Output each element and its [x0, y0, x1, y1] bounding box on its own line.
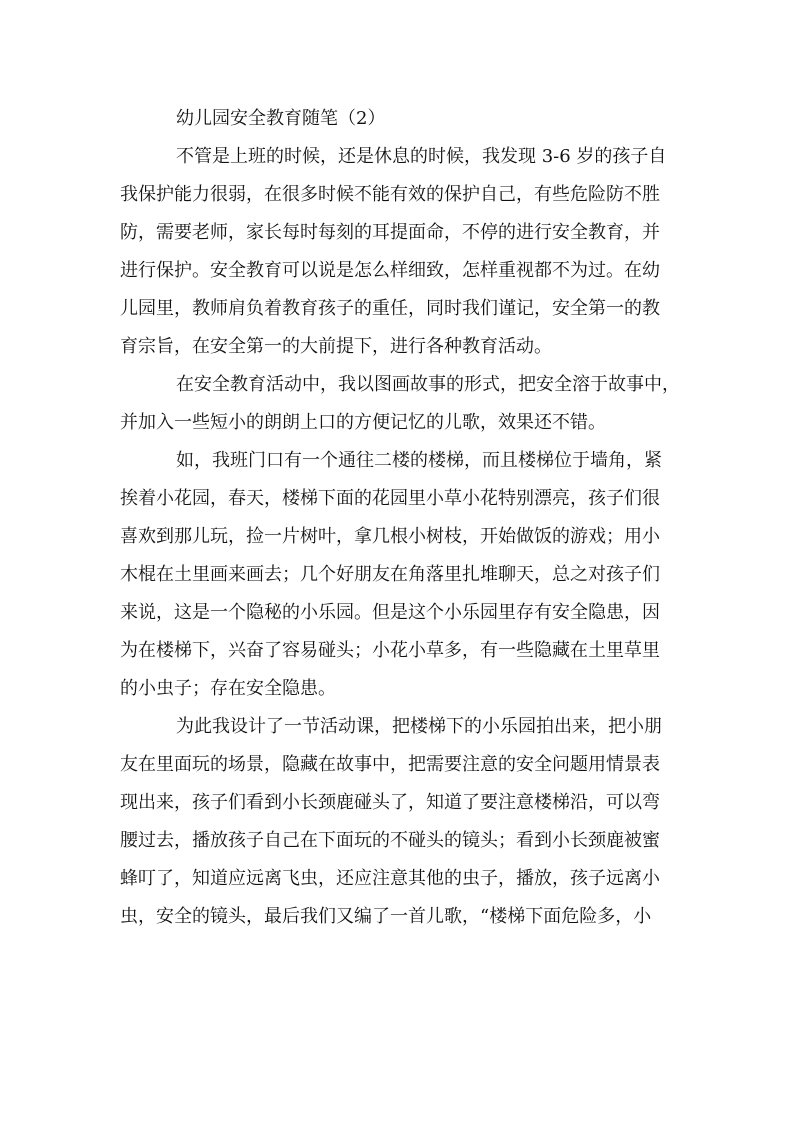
text-line: 为在楼梯下，兴奋了容易碰头；小花小草多，有一些隐藏在土里草里 — [120, 640, 660, 661]
paragraph-3 — [120, 442, 682, 708]
text-line: 木棍在土里画来画去；几个好朋友在角落里扎堆聊天，总之对孩子们 — [120, 564, 660, 585]
paragraph-2 — [120, 366, 682, 442]
text-line: 友在里面玩的场景，隐藏在故事中，把需要注意的安全问题用情景表 — [120, 754, 660, 775]
text-line: 防，需要老师，家长每时每刻的耳提面命，不停的进行安全教育，并 — [120, 222, 660, 243]
text-line: 现出来，孩子们看到小长颈鹿碰头了，知道了要注意楼梯沿，可以弯 — [120, 792, 660, 813]
text-line: 在安全教育活动中，我以图画故事的形式，把安全溶于故事中， — [176, 374, 680, 395]
text-line: 儿园里，教师肩负着教育孩子的重任，同时我们谨记，安全第一的教 — [120, 298, 660, 319]
text-line: 为此我设计了一节活动课，把楼梯下的小乐园拍出来，把小朋 — [176, 716, 662, 737]
text-line: 如，我班门口有一个通往二楼的楼梯，而且楼梯位于墙角，紧 — [176, 450, 662, 471]
text-line: 蜂叮了，知道应远离飞虫，还应注意其他的虫子，播放，孩子远离小 — [120, 868, 660, 889]
paragraph-1 — [120, 138, 682, 366]
text-line: 来说，这是一个隐秘的小乐园。但是这个小乐园里存有安全隐患，因 — [120, 602, 660, 623]
text-line: 虫，安全的镜头，最后我们又编了一首儿歌，“楼梯下面危险多，小 — [120, 906, 652, 927]
text-line: 并加入一些短小的朗朗上口的方便记忆的儿歌，效果还不错。 — [120, 412, 606, 433]
text-line: 不管是上班的时候，还是休息的时候，我发现 3-6 岁的孩子自 — [176, 146, 667, 167]
text-line: 我保护能力很弱，在很多时候不能有效的保护自己，有些危险防不胜 — [120, 184, 660, 205]
paragraph-4 — [120, 708, 682, 936]
text-line: 的小虫子；存在安全隐患。 — [120, 678, 336, 699]
document-title: 幼儿园安全教育随笔（2） — [176, 108, 386, 129]
document-body — [120, 100, 682, 936]
text-line: 挨着小花园，春天，楼梯下面的花园里小草小花特别漂亮，孩子们很 — [120, 488, 660, 509]
text-line: 喜欢到那儿玩，捡一片树叶，拿几根小树枝，开始做饭的游戏；用小 — [120, 526, 660, 547]
text-line: 腰过去，播放孩子自己在下面玩的不碰头的镜头；看到小长颈鹿被蜜 — [120, 830, 660, 851]
text-line: 进行保护。安全教育可以说是怎么样细致，怎样重视都不为过。在幼 — [120, 260, 660, 281]
text-line: 育宗旨，在安全第一的大前提下，进行各种教育活动。 — [120, 336, 552, 357]
